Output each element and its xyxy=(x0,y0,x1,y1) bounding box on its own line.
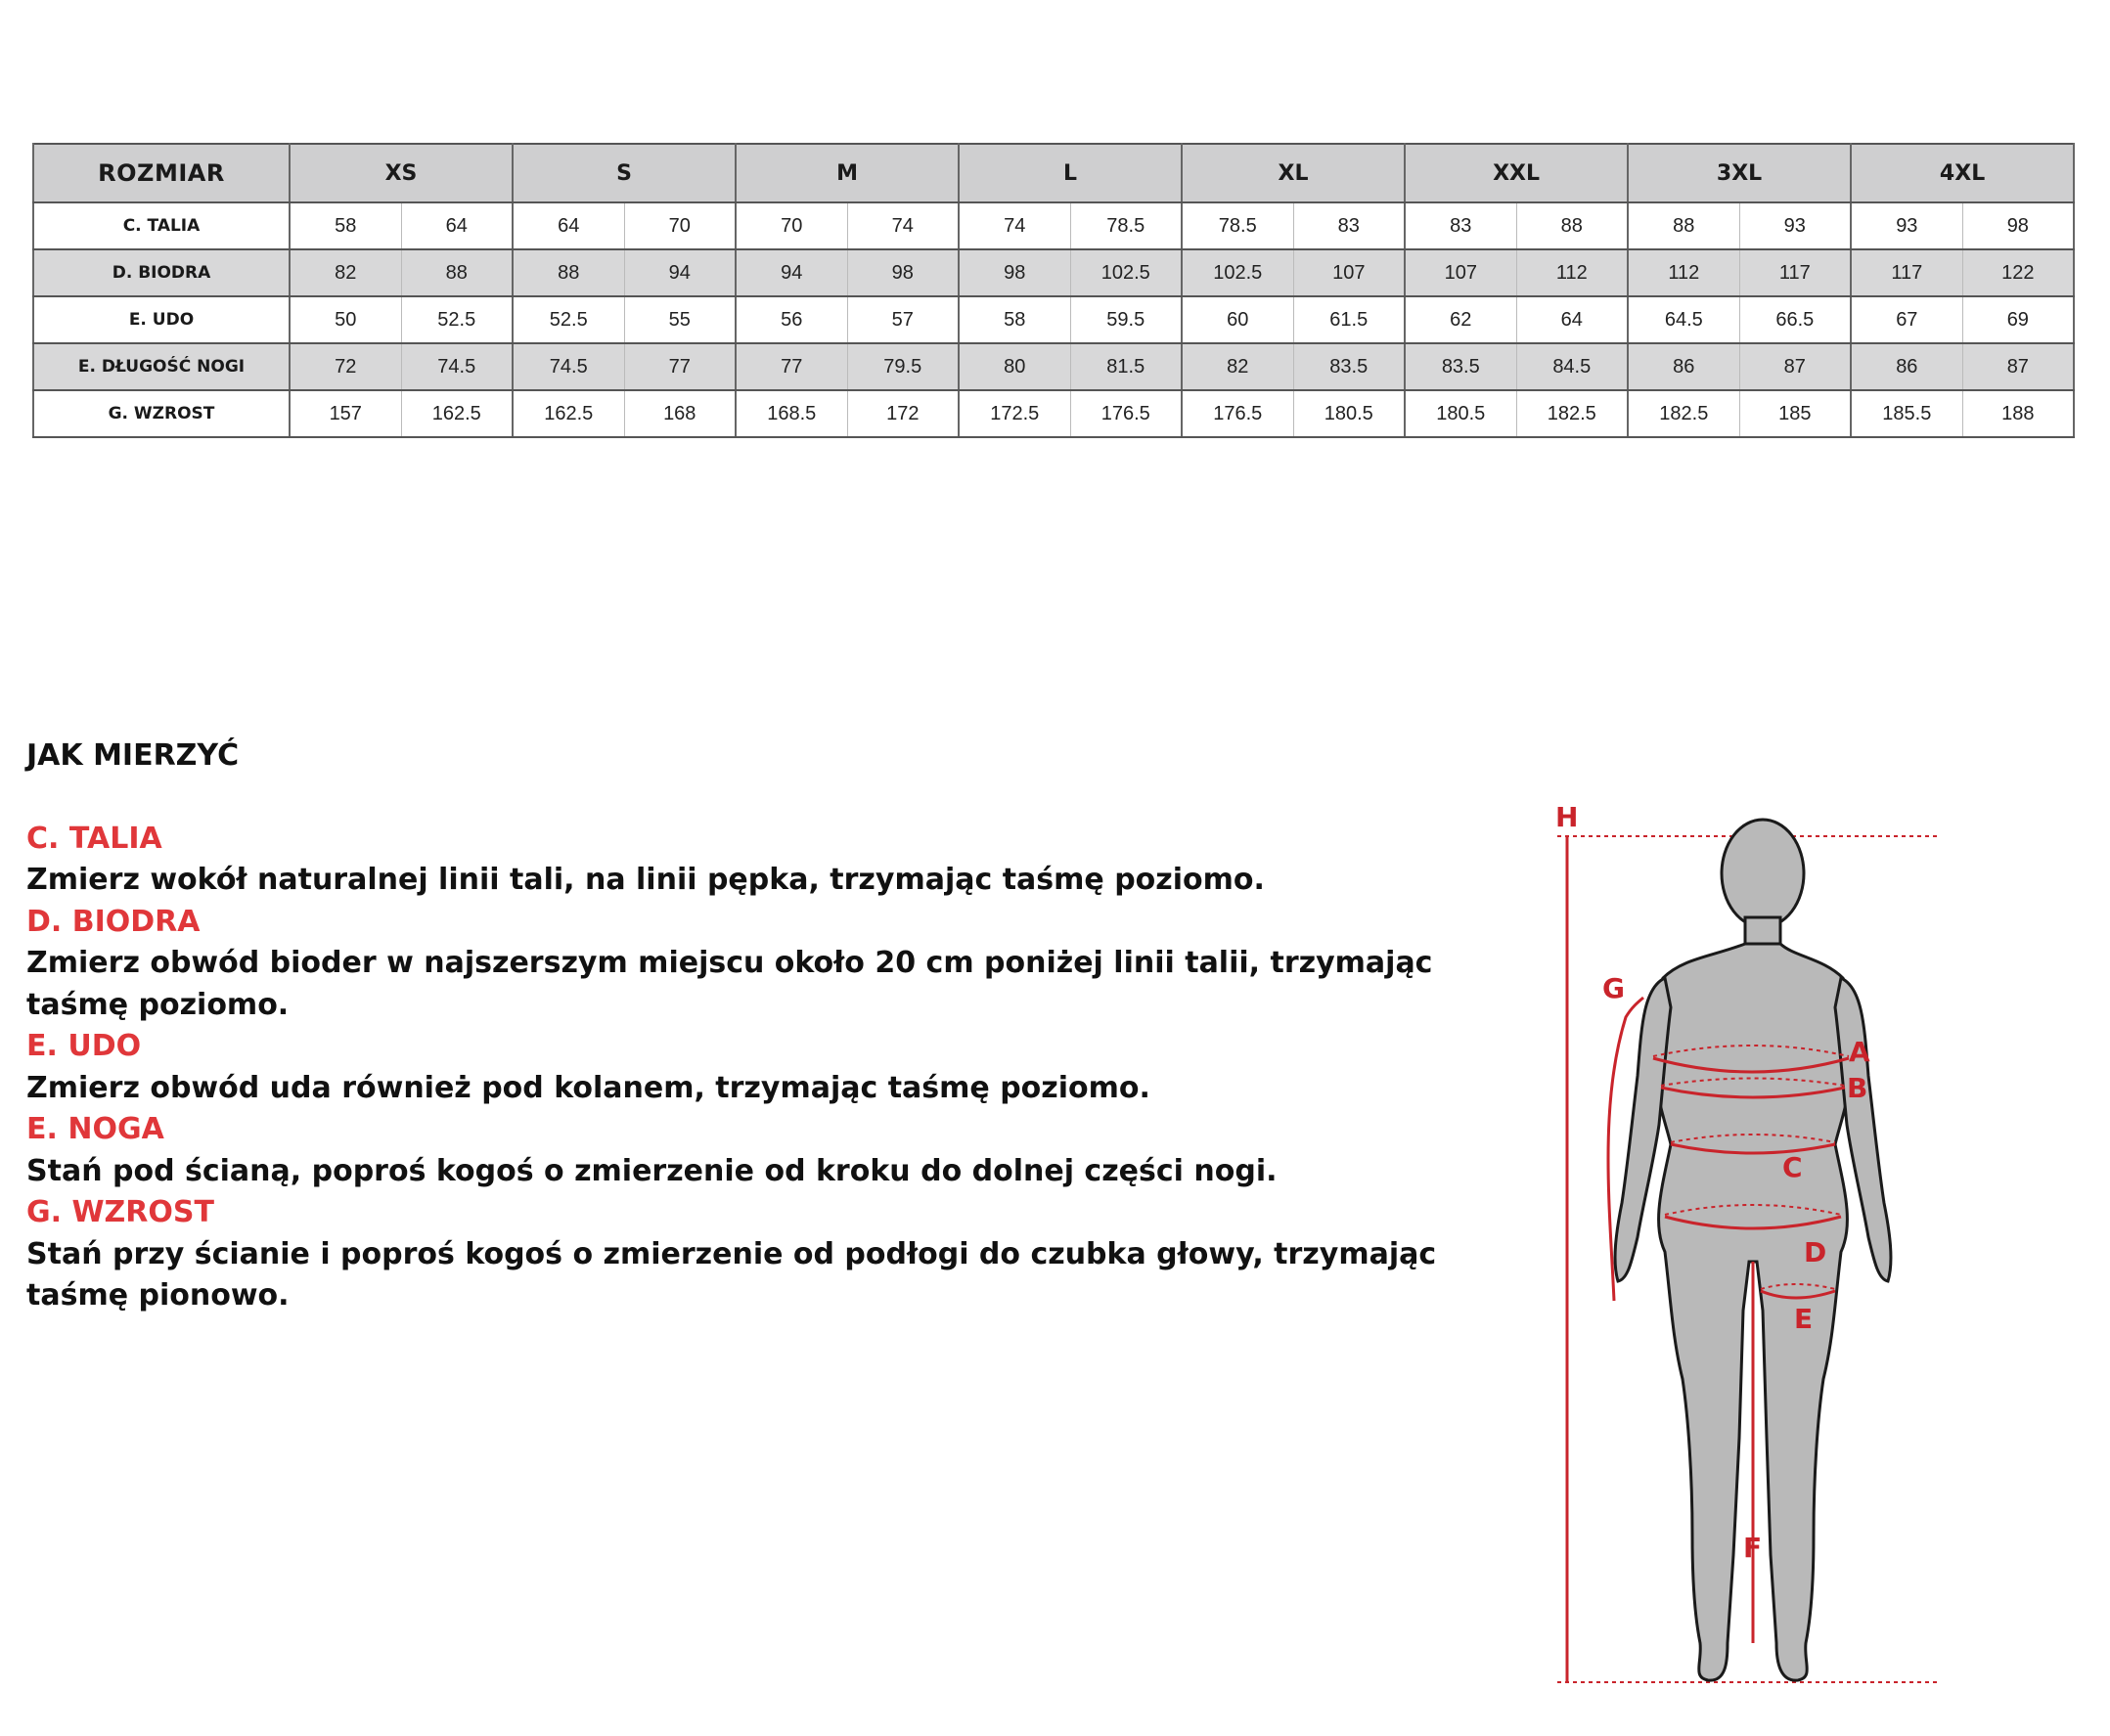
size-chart-table xyxy=(32,143,2075,438)
table-cell: 74.5 xyxy=(401,343,513,390)
measure-item-wzrost xyxy=(26,1192,1494,1317)
size-l: L xyxy=(959,144,1182,202)
table-cell: 74 xyxy=(847,202,959,249)
table-cell: 77 xyxy=(624,343,736,390)
size-3xl: 3XL xyxy=(1628,144,1851,202)
table-cell: 83.5 xyxy=(1405,343,1516,390)
label-d: D xyxy=(1804,1236,1827,1269)
table-cell: 172.5 xyxy=(959,390,1070,437)
table-cell: 83 xyxy=(1293,202,1405,249)
table-cell: 86 xyxy=(1628,343,1739,390)
table-cell: 102.5 xyxy=(1070,249,1182,296)
table-cell: 107 xyxy=(1293,249,1405,296)
table-cell: 93 xyxy=(1739,202,1851,249)
measure-heading: D. BIODRA xyxy=(26,904,201,939)
table-cell: 60 xyxy=(1182,296,1293,343)
table-cell: 62 xyxy=(1405,296,1516,343)
size-header-row xyxy=(33,144,2074,202)
table-cell: 98 xyxy=(1962,202,2074,249)
table-cell: 74.5 xyxy=(513,343,624,390)
table-cell: 102.5 xyxy=(1182,249,1293,296)
table-cell: 88 xyxy=(513,249,624,296)
table-cell: 122 xyxy=(1962,249,2074,296)
table-cell: 176.5 xyxy=(1182,390,1293,437)
table-cell: 78.5 xyxy=(1182,202,1293,249)
table-cell: 88 xyxy=(1516,202,1628,249)
size-table-body xyxy=(33,202,2074,437)
measure-text: Zmierz wokół naturalnej linii tali, na linii pępka, trzymając taśmę poziomo. xyxy=(26,863,1265,897)
measure-item-talia xyxy=(26,819,1494,902)
measure-text: Stań pod ścianą, poproś kogoś o zmierzenie od kroku do dolnej części nogi. xyxy=(26,1153,1278,1188)
label-g: G xyxy=(1602,972,1625,1004)
table-cell: 182.5 xyxy=(1516,390,1628,437)
table-cell: 98 xyxy=(847,249,959,296)
label-a: A xyxy=(1849,1036,1870,1068)
label-b: B xyxy=(1847,1072,1868,1104)
size-4xl: 4XL xyxy=(1851,144,2074,202)
size-s: S xyxy=(513,144,736,202)
table-cell: 82 xyxy=(290,249,401,296)
table-cell: 172 xyxy=(847,390,959,437)
table-cell: 64.5 xyxy=(1628,296,1739,343)
table-cell: 185 xyxy=(1739,390,1851,437)
table-cell: 188 xyxy=(1962,390,2074,437)
row-label: G. WZROST xyxy=(33,390,290,437)
table-cell: 185.5 xyxy=(1851,390,1962,437)
label-c: C xyxy=(1782,1151,1803,1183)
size-xxl: XXL xyxy=(1405,144,1628,202)
measure-text: Zmierz obwód bioder w najszerszym miejscu około 20 cm poniżej linii talii, trzymając taśmę poziomo. xyxy=(26,946,1433,1022)
table-cell: 52.5 xyxy=(513,296,624,343)
measure-text: Stań przy ścianie i poproś kogoś o zmierzenie od podłogi do czubka głowy, trzymając taśmę pionowo. xyxy=(26,1236,1437,1313)
table-row xyxy=(33,343,2074,390)
table-cell: 57 xyxy=(847,296,959,343)
row-label: C. TALIA xyxy=(33,202,290,249)
table-cell: 93 xyxy=(1851,202,1962,249)
table-cell: 168 xyxy=(624,390,736,437)
table-cell: 162.5 xyxy=(513,390,624,437)
table-cell: 50 xyxy=(290,296,401,343)
size-xs: XS xyxy=(290,144,513,202)
row-label: D. BIODRA xyxy=(33,249,290,296)
table-cell: 55 xyxy=(624,296,736,343)
body-measurement-figure xyxy=(1536,792,1966,1697)
table-cell: 98 xyxy=(959,249,1070,296)
table-cell: 117 xyxy=(1739,249,1851,296)
table-cell: 66.5 xyxy=(1739,296,1851,343)
table-cell: 77 xyxy=(736,343,847,390)
measure-item-biodra xyxy=(26,902,1494,1027)
table-cell: 80 xyxy=(959,343,1070,390)
table-cell: 87 xyxy=(1739,343,1851,390)
measure-heading: C. TALIA xyxy=(26,821,162,856)
size-m: M xyxy=(736,144,959,202)
table-cell: 162.5 xyxy=(401,390,513,437)
table-cell: 94 xyxy=(624,249,736,296)
measure-item-udo xyxy=(26,1026,1494,1109)
size-xl: XL xyxy=(1182,144,1405,202)
table-cell: 67 xyxy=(1851,296,1962,343)
table-cell: 69 xyxy=(1962,296,2074,343)
table-cell: 78.5 xyxy=(1070,202,1182,249)
table-cell: 58 xyxy=(290,202,401,249)
measure-text: Zmierz obwód uda również pod kolanem, trzymając taśmę poziomo. xyxy=(26,1070,1150,1105)
table-cell: 58 xyxy=(959,296,1070,343)
table-cell: 74 xyxy=(959,202,1070,249)
table-cell: 59.5 xyxy=(1070,296,1182,343)
measure-heading: E. NOGA xyxy=(26,1112,164,1146)
row-label: E. UDO xyxy=(33,296,290,343)
table-cell: 83.5 xyxy=(1293,343,1405,390)
header-label: ROZMIAR xyxy=(33,144,290,202)
table-row xyxy=(33,202,2074,249)
table-cell: 112 xyxy=(1516,249,1628,296)
measure-heading: E. UDO xyxy=(26,1029,142,1063)
row-label: E. DŁUGOŚĆ NOGI xyxy=(33,343,290,390)
table-cell: 83 xyxy=(1405,202,1516,249)
table-row xyxy=(33,390,2074,437)
table-cell: 157 xyxy=(290,390,401,437)
table-cell: 81.5 xyxy=(1070,343,1182,390)
table-cell: 168.5 xyxy=(736,390,847,437)
table-cell: 64 xyxy=(1516,296,1628,343)
table-cell: 180.5 xyxy=(1293,390,1405,437)
head-shape xyxy=(1722,820,1804,927)
table-cell: 72 xyxy=(290,343,401,390)
label-h: H xyxy=(1555,801,1579,833)
measure-heading: G. WZROST xyxy=(26,1195,214,1229)
table-cell: 180.5 xyxy=(1405,390,1516,437)
table-cell: 182.5 xyxy=(1628,390,1739,437)
table-cell: 64 xyxy=(513,202,624,249)
table-cell: 117 xyxy=(1851,249,1962,296)
table-cell: 94 xyxy=(736,249,847,296)
measure-instructions xyxy=(26,735,1494,1317)
table-row xyxy=(33,296,2074,343)
instructions-title: JAK MIERZYĆ xyxy=(26,738,240,773)
table-cell: 82 xyxy=(1182,343,1293,390)
table-cell: 107 xyxy=(1405,249,1516,296)
measure-item-noga xyxy=(26,1109,1494,1192)
table-cell: 70 xyxy=(624,202,736,249)
table-cell: 87 xyxy=(1962,343,2074,390)
table-cell: 84.5 xyxy=(1516,343,1628,390)
table-cell: 112 xyxy=(1628,249,1739,296)
table-cell: 176.5 xyxy=(1070,390,1182,437)
table-cell: 61.5 xyxy=(1293,296,1405,343)
table-cell: 52.5 xyxy=(401,296,513,343)
table-row xyxy=(33,249,2074,296)
table-cell: 64 xyxy=(401,202,513,249)
table-cell: 56 xyxy=(736,296,847,343)
table-cell: 88 xyxy=(401,249,513,296)
table-cell: 70 xyxy=(736,202,847,249)
table-cell: 86 xyxy=(1851,343,1962,390)
table-cell: 79.5 xyxy=(847,343,959,390)
table-cell: 88 xyxy=(1628,202,1739,249)
label-f: F xyxy=(1743,1532,1763,1564)
label-e: E xyxy=(1794,1303,1814,1335)
body-diagram xyxy=(1536,792,1966,1697)
